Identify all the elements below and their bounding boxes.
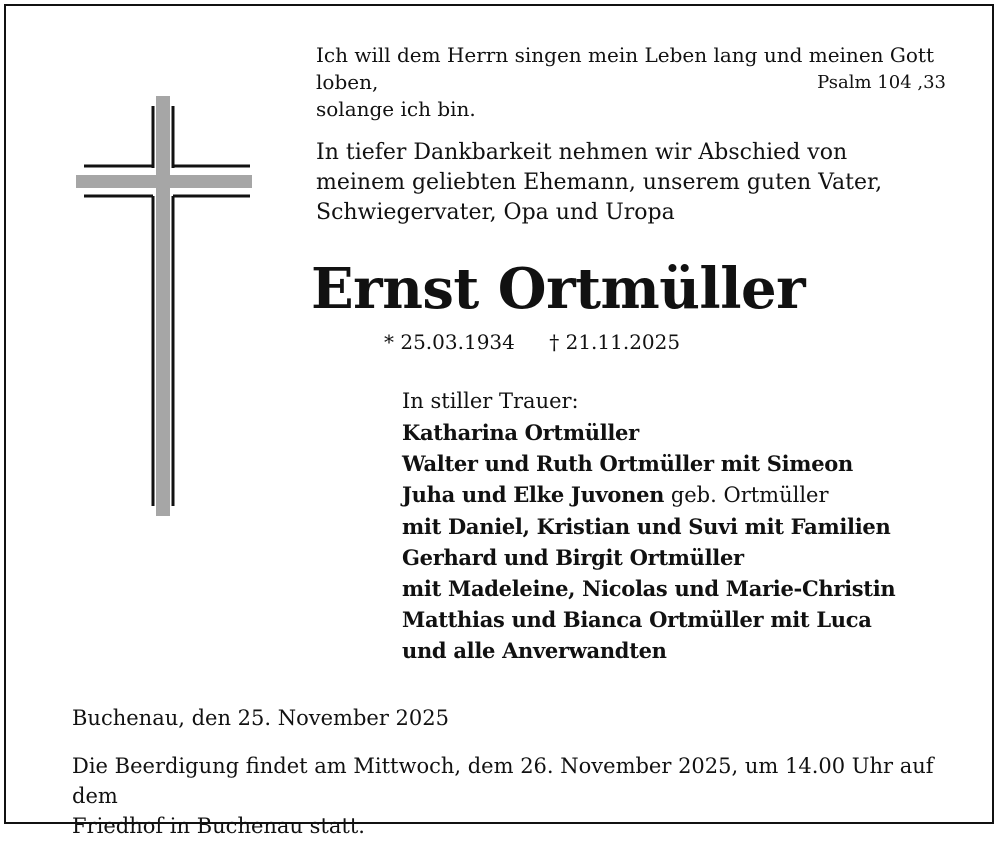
verse-line-2: solange ich bin. [316,97,476,121]
mourner-line: und alle Anverwandten [402,638,667,663]
bible-verse [316,42,946,123]
funeral-line-2: Friedhof in Buchenau statt. [72,814,365,838]
mourner-line [402,479,895,511]
mourners-heading: In stiller Trauer: [402,389,579,413]
intro-line-1: In tiefer Dankbarkeit nehmen wir Abschied von [316,140,848,165]
maiden-name-note: geb. Ortmüller [664,483,829,507]
deceased-name: Ernst Ortmüller [311,256,806,322]
place-and-date: Buchenau, den 25. November 2025 [72,706,449,730]
funeral-info [72,751,952,841]
mourner-line: mit Daniel, Kristian und Suvi mit Familien [402,514,891,539]
mourner-line: Katharina Ortmüller [402,420,639,445]
intro-line-3: Schwiegervater, Opa und Uropa [316,200,675,225]
mourner-line: Gerhard und Birgit Ortmüller [402,545,744,570]
death-date: † 21.11.2025 [549,330,681,354]
mourner-line: mit Madeleine, Nicolas und Marie-Christin [402,576,896,601]
intro-text [316,138,916,228]
birth-date: * 25.03.1934 [384,330,515,354]
verse-reference: Psalm 104 ,33 [817,72,946,93]
funeral-line-1: Die Beerdigung findet am Mittwoch, dem 26. November 2025, um 14.00 Uhr auf dem [72,754,934,808]
mourner-line: Matthias und Bianca Ortmüller mit Luca [402,607,872,632]
mourners-list [402,386,895,666]
verse-line-1: Ich will dem Herrn singen mein Leben lang und meinen Gott loben, [316,43,934,94]
mourner-line: Walter und Ruth Ortmüller mit Simeon [402,451,853,476]
intro-line-2: meinem geliebten Ehemann, unserem guten Vater, [316,170,883,195]
obituary-notice [4,4,994,838]
mourner-names: Juha und Elke Juvonen [402,482,665,507]
cross-icon [76,96,256,516]
life-dates [384,330,680,354]
